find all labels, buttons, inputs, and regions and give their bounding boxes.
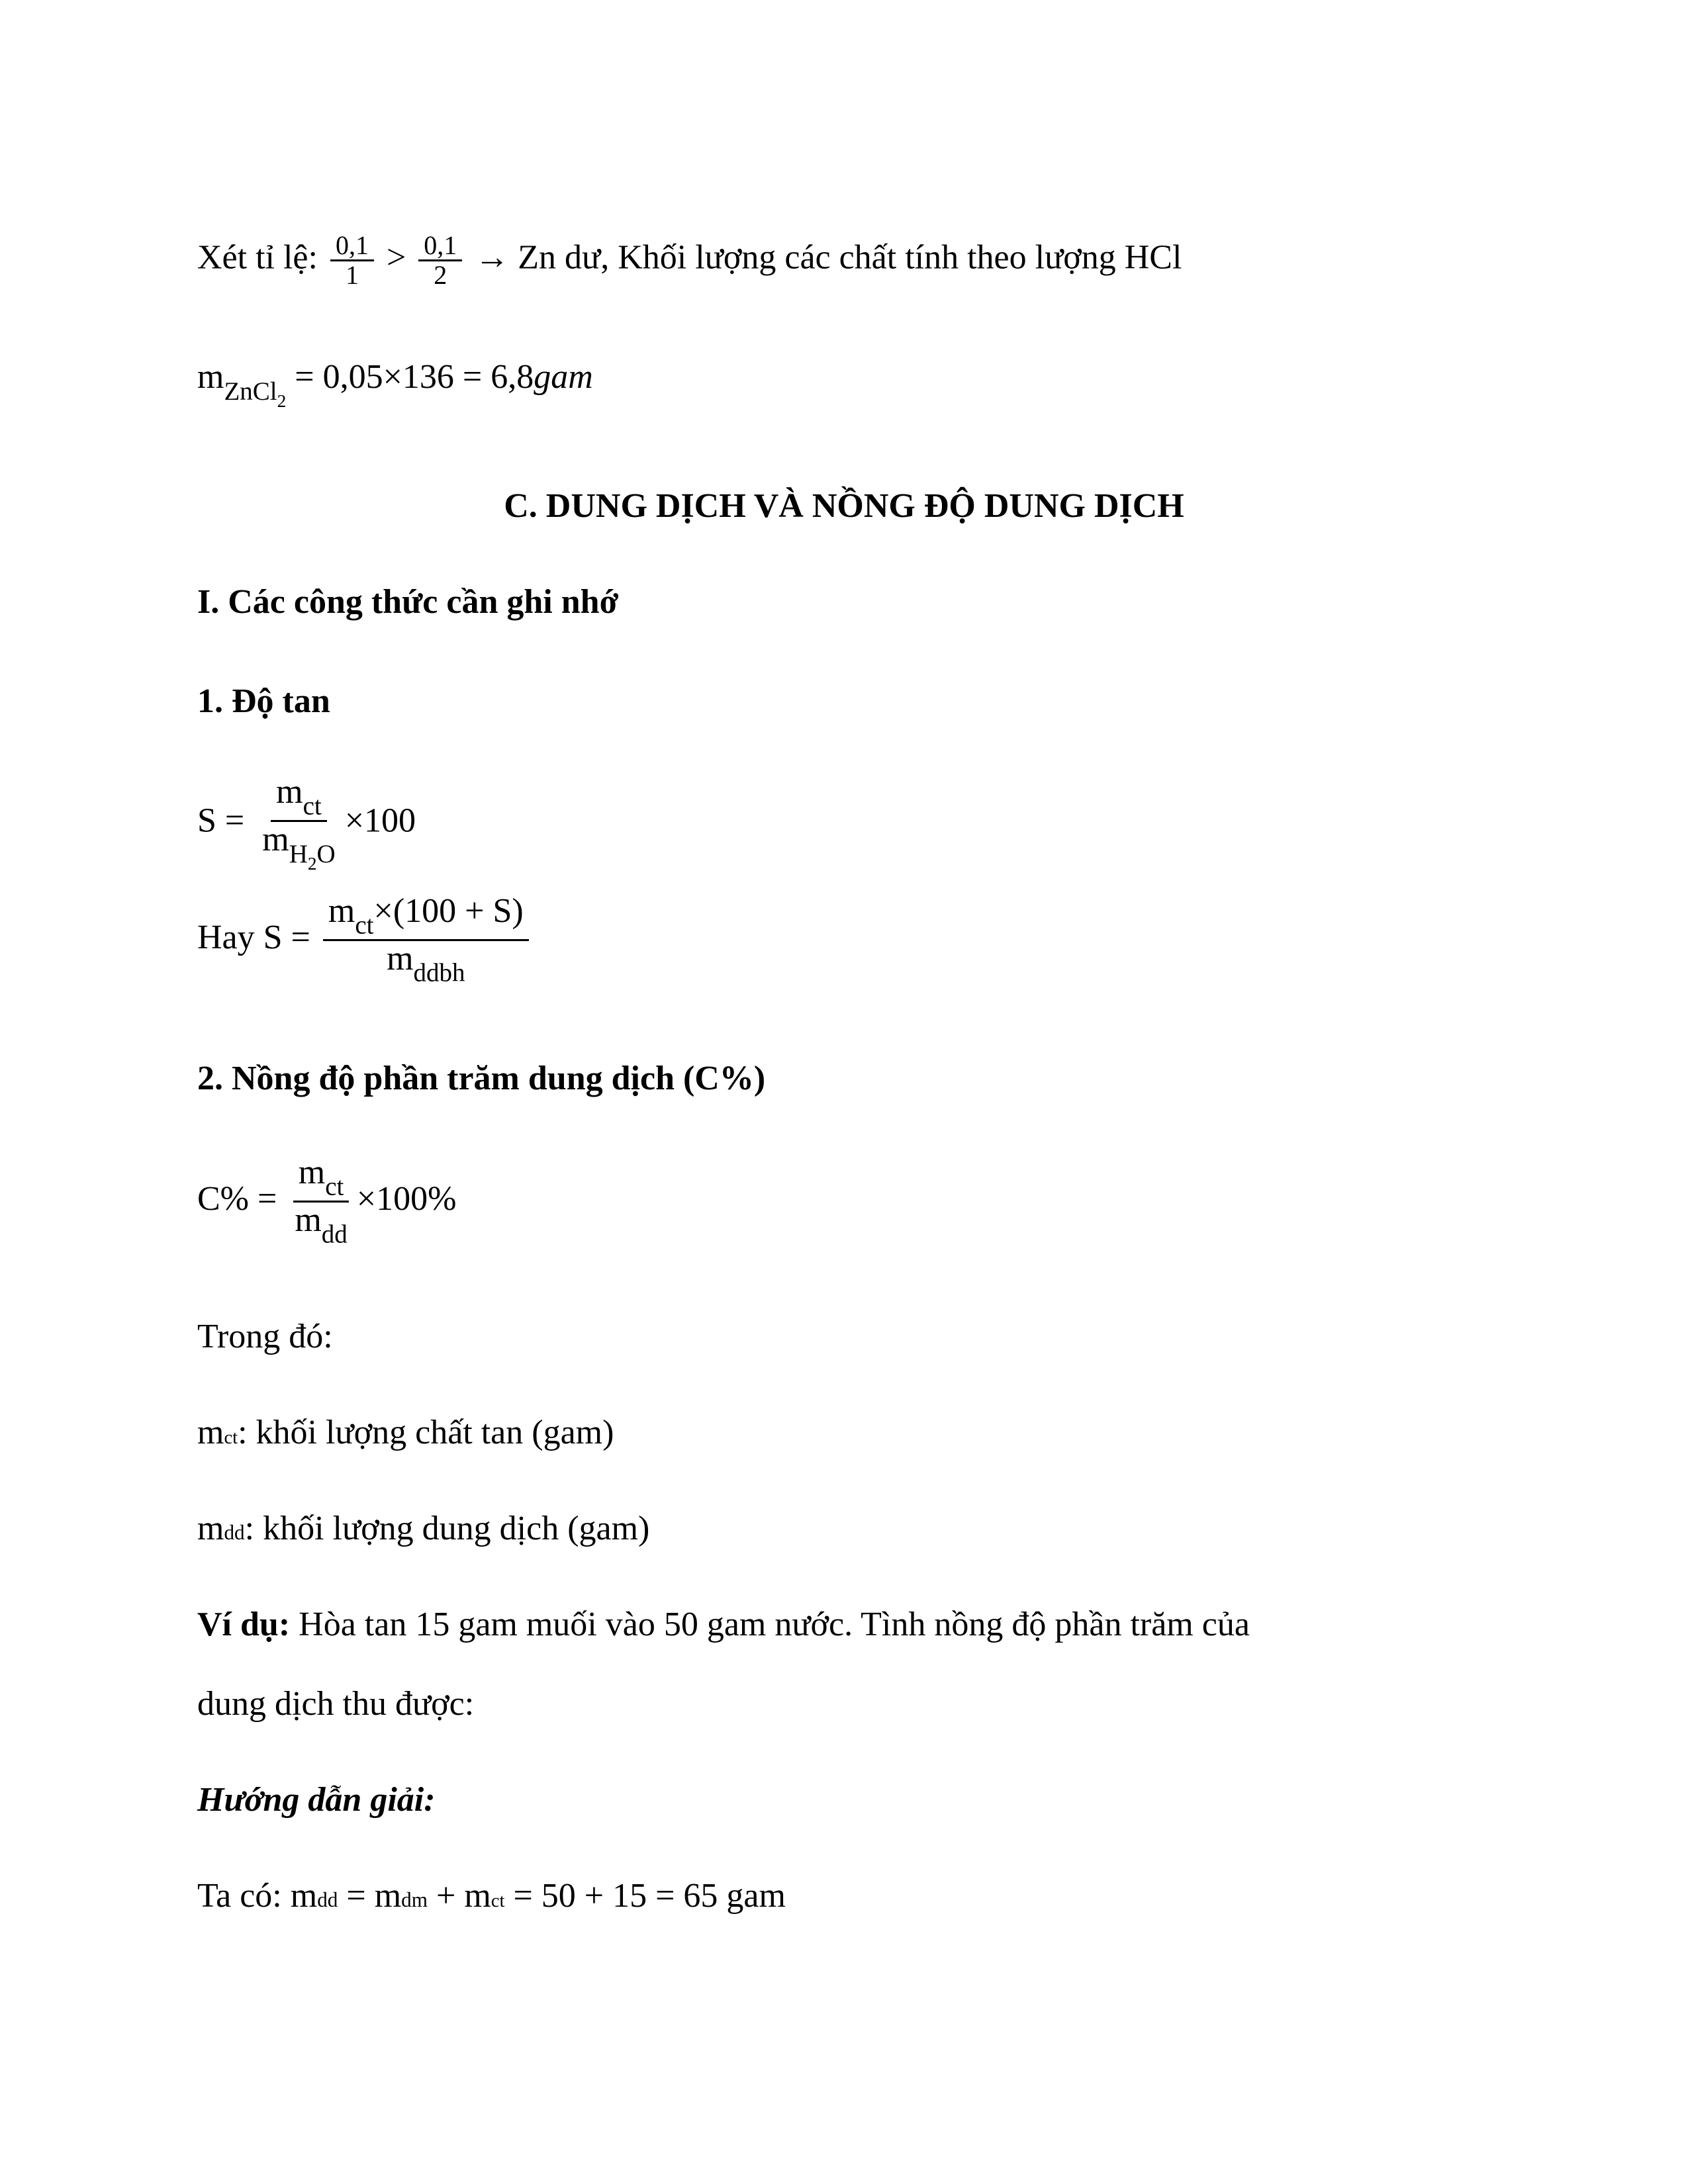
solubility-fraction	[257, 774, 340, 874]
solution-label: Hướng dẫn giải:	[197, 1781, 436, 1819]
definition-mct: mct: khối lượng chất tan (gam)	[197, 1414, 614, 1451]
c-percent-fraction	[289, 1155, 352, 1249]
solubility-alt-fraction	[323, 893, 529, 987]
fraction-2-denominator: 2	[434, 260, 447, 290]
heading-c-percent: 2. Nồng độ phần trăm dung dịch (C%)	[197, 1060, 766, 1097]
c-percent-formula	[197, 1155, 456, 1249]
arrow-icon: →	[466, 238, 518, 277]
ratio-suffix: Zn dư, Khối lượng các chất tính theo lượng HCl	[518, 238, 1182, 277]
example-line-1: Ví dụ: Hòa tan 15 gam muối vào 50 gam nước. Tình nồng độ phần trăm của	[197, 1606, 1250, 1643]
solubility-alt-denominator: $m_{ddbh}$	[387, 940, 465, 988]
ratio-line	[197, 232, 1182, 289]
mass-zncl2-rhs: = 0,05×136 = 6,8	[286, 358, 534, 396]
c-percent-denominator: $m_{dd}$	[295, 1201, 348, 1250]
solubility-alt-numerator: $m_{ct}\times(100 + S)$	[323, 893, 529, 941]
solubility-rhs: ×100	[344, 801, 416, 840]
mass-zncl2-formula	[197, 357, 593, 411]
solubility-numerator: $m_{ct}$	[271, 774, 327, 822]
solubility-alt-lhs: Hay S =	[197, 918, 319, 956]
fraction-1	[330, 232, 374, 289]
solution-line: Ta có: mdd = mdm + mct = 50 + 15 = 65 gam	[197, 1877, 786, 1915]
section-title: C. DUNG DỊCH VÀ NỒNG ĐỘ DUNG DỊCH	[504, 487, 1184, 525]
c-percent-lhs: C% =	[197, 1179, 286, 1218]
solubility-denominator: $m_{H_2O}$	[262, 821, 336, 874]
fraction-1-denominator: 1	[345, 260, 359, 290]
fraction-1-numerator: 0,1	[330, 232, 374, 261]
heading-solubility: 1. Độ tan	[197, 682, 330, 720]
ratio-prefix: Xét tỉ lệ:	[197, 238, 326, 277]
definition-mdd: mdd: khối lượng dung dịch (gam)	[197, 1510, 650, 1547]
c-percent-numerator: $m_{ct}$	[293, 1155, 350, 1203]
fraction-2-numerator: 0,1	[418, 232, 462, 261]
solubility-lhs: S =	[197, 801, 254, 840]
example-line-2: dung dịch thu được:	[197, 1685, 475, 1723]
zncl-subscript: ZnCl2	[224, 377, 287, 411]
mass-unit: gam	[534, 358, 593, 396]
mass-symbol: m	[197, 358, 224, 396]
where-label: Trong đó:	[197, 1318, 333, 1355]
solubility-formula	[197, 774, 416, 874]
heading-formulas: I. Các công thức cần ghi nhớ	[197, 583, 619, 621]
solubility-formula-alt	[197, 893, 533, 987]
greater-than-sign: >	[377, 238, 415, 277]
fraction-2	[418, 232, 462, 289]
example-label: Ví dụ:	[197, 1606, 291, 1643]
c-percent-rhs: ×100%	[356, 1179, 457, 1218]
